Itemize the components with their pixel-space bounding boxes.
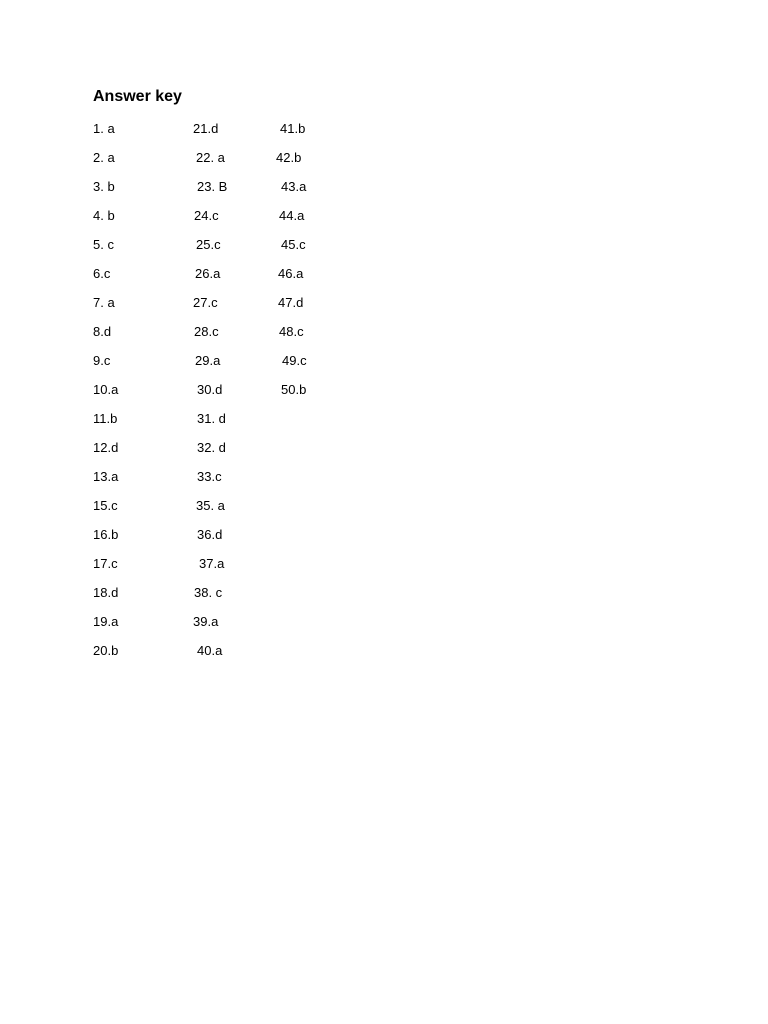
answer-item: 32. d xyxy=(197,440,226,455)
answer-item: 49.c xyxy=(282,353,307,368)
answer-item: 12.d xyxy=(93,440,119,455)
answer-item: 15.c xyxy=(93,498,118,513)
answer-item: 39.a xyxy=(193,614,219,629)
answer-item: 1. a xyxy=(93,121,115,136)
answer-item: 19.a xyxy=(93,614,119,629)
answer-item: 43.a xyxy=(281,179,307,194)
answer-row xyxy=(0,525,768,545)
answer-item: 35. a xyxy=(196,498,225,513)
answer-item: 27.c xyxy=(193,295,218,310)
answer-row xyxy=(0,554,768,574)
answer-item: 23. B xyxy=(197,179,228,194)
answer-item: 13.a xyxy=(93,469,119,484)
answer-row xyxy=(0,612,768,632)
answer-row xyxy=(0,322,768,342)
answer-item: 22. a xyxy=(196,150,225,165)
answer-row xyxy=(0,641,768,661)
answer-item: 45.c xyxy=(281,237,306,252)
answer-item: 20.b xyxy=(93,643,119,658)
answer-row xyxy=(0,438,768,458)
answer-item: 21.d xyxy=(193,121,219,136)
answer-row xyxy=(0,583,768,603)
answer-item: 5. c xyxy=(93,237,114,252)
answer-item: 3. b xyxy=(93,179,115,194)
answer-item: 24.c xyxy=(194,208,219,223)
answer-item: 40.a xyxy=(197,643,223,658)
answer-item: 38. c xyxy=(194,585,223,600)
answer-item: 11.b xyxy=(93,411,118,426)
answer-row xyxy=(0,235,768,255)
answer-item: 47.d xyxy=(278,295,304,310)
answer-item: 30.d xyxy=(197,382,223,397)
answer-item: 7. a xyxy=(93,295,115,310)
answer-item: 28.c xyxy=(194,324,219,339)
answer-item: 9.c xyxy=(93,353,111,368)
answer-item: 31. d xyxy=(197,411,226,426)
answer-item: 41.b xyxy=(280,121,306,136)
answer-item: 2. a xyxy=(93,150,115,165)
answer-item: 36.d xyxy=(197,527,223,542)
answer-row xyxy=(0,119,768,139)
answer-item: 6.c xyxy=(93,266,111,281)
answer-row xyxy=(0,380,768,400)
answer-row xyxy=(0,496,768,516)
answer-item: 17.c xyxy=(93,556,118,571)
answer-key-title: Answer key xyxy=(93,88,182,105)
answer-item: 26.a xyxy=(195,266,221,281)
answer-item: 42.b xyxy=(276,150,302,165)
answer-item: 48.c xyxy=(279,324,304,339)
answer-item: 10.a xyxy=(93,382,119,397)
answer-item: 37.a xyxy=(199,556,225,571)
answer-item: 33.c xyxy=(197,469,222,484)
answer-item: 46.a xyxy=(278,266,304,281)
answer-item: 50.b xyxy=(281,382,307,397)
answer-row xyxy=(0,148,768,168)
answer-item: 16.b xyxy=(93,527,119,542)
answer-item: 44.a xyxy=(279,208,305,223)
answer-row xyxy=(0,293,768,313)
answer-item: 29.a xyxy=(195,353,221,368)
answer-item: 8.d xyxy=(93,324,112,339)
answer-item: 18.d xyxy=(93,585,119,600)
answer-item: 4. b xyxy=(93,208,115,223)
answer-row xyxy=(0,351,768,371)
answer-row xyxy=(0,264,768,284)
answer-row xyxy=(0,409,768,429)
answer-row xyxy=(0,467,768,487)
answer-row xyxy=(0,177,768,197)
answer-row xyxy=(0,206,768,226)
answer-item: 25.c xyxy=(196,237,221,252)
